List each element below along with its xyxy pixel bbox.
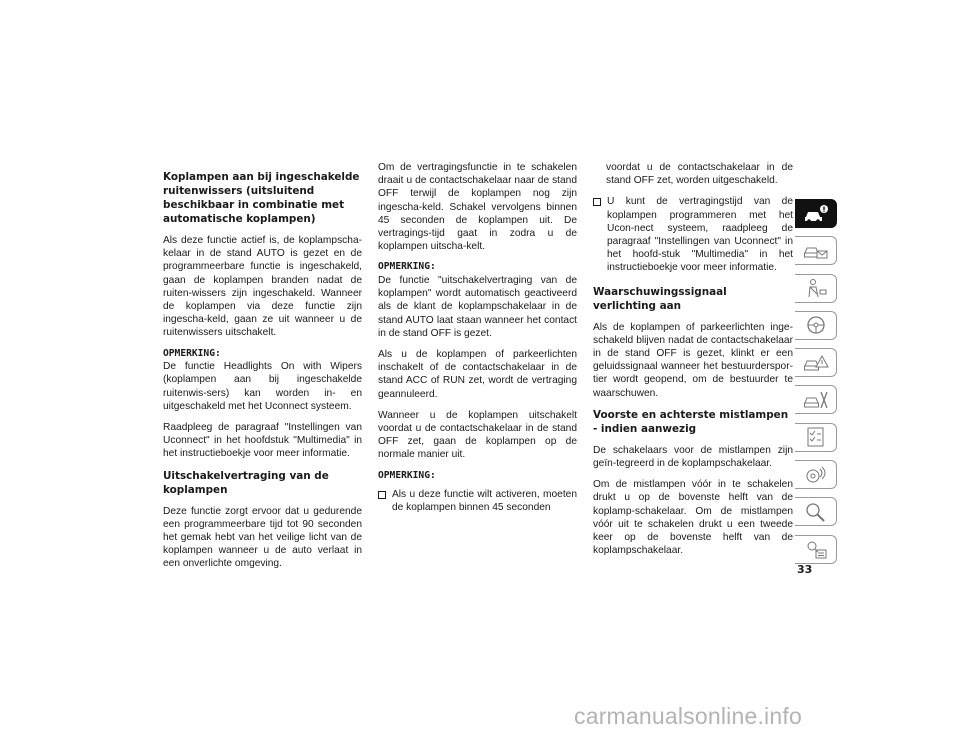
tab-seatbelt[interactable] <box>795 274 837 303</box>
bullet-continuation: voordat u de contactschakelaar in de stand OFF zet, worden uitgeschakeld. <box>606 162 793 187</box>
note-label: OPMERKING: <box>378 261 436 273</box>
bullet-item <box>593 195 793 274</box>
checklist-icon <box>803 426 829 448</box>
bullet-text: Als u deze functie wilt activeren, moeten de koplampen binnen 45 seconden <box>392 489 577 514</box>
note-text: De functie "uitschakelvertraging van de koplampen" wordt automatisch geactiveerd als de klant de koplampschakelaar in de stand AUTO laat staan wanneer het contact in de stand OFF is gezet. <box>378 274 577 339</box>
paragraph: Raadpleeg de paragraaf "Instellingen van Uconnect" in het hoofdstuk "Multimedia" in het instructieboekje voor meer informatie. <box>163 421 362 460</box>
paragraph: Om de vertragingsfunctie in te schakelen draait u de contactschakelaar naar de stand OFF terwijl de koplampen nog zijn ingescha-keld. Schakel vervolgens binnen 45 seconden de koplampen uit. De vertragings-tijd gaat in zodra u de koplampen uitscha-kelt. <box>378 162 577 253</box>
paragraph: Om de mistlampen vóór in te schakelen drukt u op de bovenste helft van de koplamp-schakelaar. Om de mistlampen vóór uit te schakelen drukt u een tweede keer op de bovenste helft van de koplampschakelaar. <box>593 479 793 557</box>
tab-car-mail[interactable] <box>795 236 837 265</box>
index-icon <box>803 538 829 560</box>
bullet-text: U kunt de vertragingstijd van de koplampen programmeren met het Ucon-nect systeem, raadpleeg de paragraaf "Instellingen van Uconnect" in het hoofd-stuk "Multimedia" in het instructieboekje voor meer informatie. <box>607 196 793 274</box>
note-text: De functie Headlights On with Wipers (koplampen aan bij ingeschakelde ruitenwis-sers) kan worden in- en uitgeschakeld met het Uconnect systeem. <box>163 361 362 412</box>
tab-warning[interactable] <box>795 348 837 377</box>
note-label: OPMERKING: <box>378 469 436 481</box>
car-mail-icon <box>803 240 829 262</box>
column-left <box>163 170 362 579</box>
tab-car-tools[interactable] <box>795 385 837 414</box>
paragraph: Deze functie zorgt ervoor dat u gedurende een programmeerbare tijd tot 90 seconden het gemak hebt van het veilige licht van de koplampen wanneer u de auto verlaat in een onverlichte omgeving. <box>163 505 362 570</box>
paragraph: Als de koplampen of parkeerlichten inge-schakeld blijven nadat de contactschakelaar in de stand OFF is gezet, klinkt er een geluidssignaal wanneer het bestuurderspor-tier wordt geopend, om de bestuurder te waarschuwen. <box>593 321 793 399</box>
note-label: OPMERKING: <box>163 347 221 359</box>
media-icon <box>803 464 829 486</box>
paragraph: De schakelaars voor de mistlampen zijn geïn-tegreerd in de koplampschakelaar. <box>593 444 793 470</box>
bullet-box-icon <box>378 491 386 499</box>
paragraph: Als u de koplampen of parkeerlichten inschakelt of de contactschakelaar in de stand ACC of RUN zet, wordt de vertraging geannuleerd. <box>378 348 577 400</box>
column-right <box>593 161 793 565</box>
page-number: 33 <box>797 563 813 576</box>
heading-headlight-delay: Uitschakelvertraging van de koplampen <box>163 469 329 496</box>
watermark: carmanualsonline.info <box>574 703 802 729</box>
car-tools-icon <box>803 389 829 411</box>
column-middle <box>378 161 577 520</box>
note <box>163 348 362 413</box>
tab-media[interactable] <box>795 460 837 489</box>
paragraph: Als deze functie actief is, de koplampscha-kelaar in de stand AUTO is gezet en de programmeerbare functie is ingeschakeld, gaan de koplampen branden nadat de ruiten-wissers zijn ingeschakeld. Wanneer de koplampen via deze functie zijn ingescha-keld, gaan ze uit wanneer u de ruitenwissers uitschakelt. <box>163 235 362 339</box>
tab-car-info[interactable] <box>795 199 837 228</box>
bullet-item <box>378 488 577 514</box>
search-icon <box>803 501 829 523</box>
steering-wheel-icon <box>803 314 829 336</box>
heading-headlights-wipers: Koplampen aan bij ingeschakelde ruitenwissers (uitsluitend beschikbaar in combinatie met automatische koplampen) <box>163 171 360 225</box>
heading-fog-lamps: Voorste en achterste mistlampen - indien aanwezig <box>593 408 789 435</box>
bullet-box-icon <box>593 198 601 206</box>
tab-steering[interactable] <box>795 311 837 340</box>
chapter-tabs <box>795 199 843 572</box>
tab-index[interactable] <box>795 535 837 564</box>
car-info-icon <box>803 203 829 225</box>
tab-checklist[interactable] <box>795 423 837 452</box>
paragraph: Wanneer u de koplampen uitschakelt voordat u de contactschakelaar in de stand OFF zet, gaan de koplampen op de normale manier uit. <box>378 409 577 461</box>
warning-car-icon <box>803 352 829 374</box>
note <box>378 261 577 340</box>
heading-warning-signal: Waarschuwingssignaal verlichting aan <box>593 285 727 312</box>
seatbelt-icon <box>803 277 829 299</box>
note <box>378 470 577 483</box>
tab-search[interactable] <box>795 497 837 526</box>
